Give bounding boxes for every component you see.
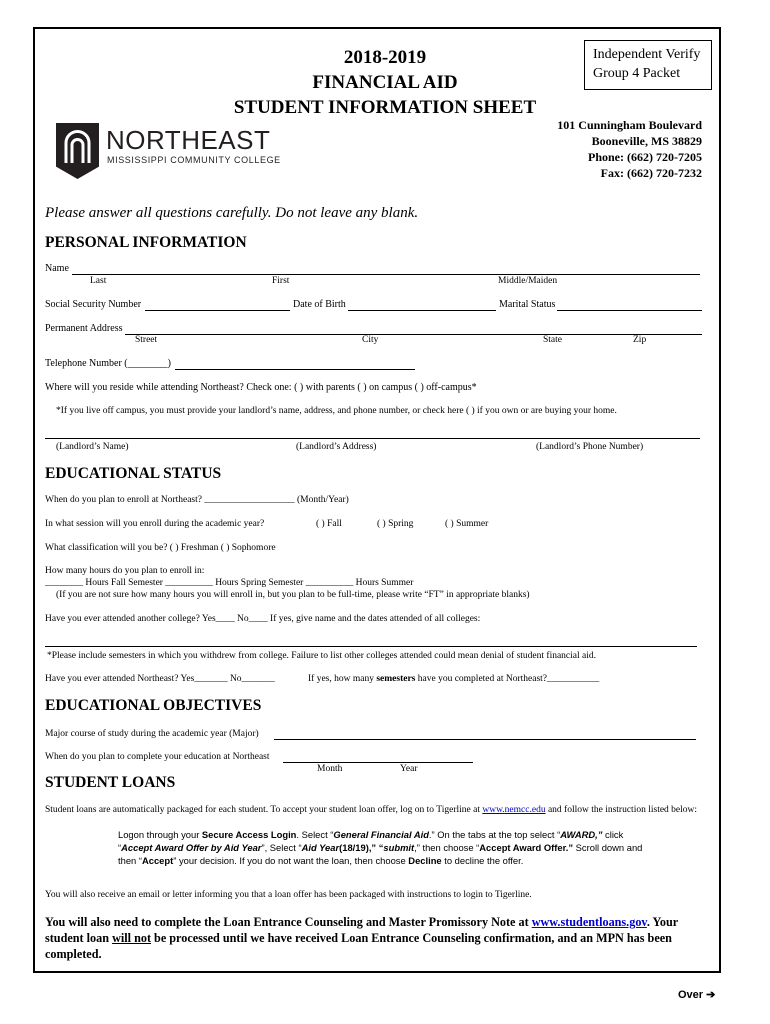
studentloans-link[interactable]: www.studentloans.gov	[531, 915, 647, 929]
withdraw-note: *Please include semesters in which you withdrew from college. Failure to list other colleges attended could mean denial of student financial aid.	[47, 651, 596, 661]
marital-field[interactable]	[557, 298, 702, 311]
title-year: 2018-2019	[343, 47, 427, 68]
phone-field[interactable]	[175, 357, 415, 370]
logo-mark-icon	[56, 123, 99, 179]
name-middle-caption: Middle/Maiden	[498, 276, 558, 286]
enroll-question[interactable]: When do you plan to enroll at Northeast? ___________________ (Month/Year)	[45, 495, 349, 505]
session-summer[interactable]: ( ) Summer	[445, 519, 489, 529]
ssn-field[interactable]	[145, 298, 290, 311]
name-first-caption: First	[272, 276, 290, 286]
name-label: Name	[45, 263, 69, 274]
college-logo	[56, 123, 286, 179]
classification-question[interactable]: What classification will you be? ( ) Freshman ( ) Sophomore	[45, 543, 276, 553]
heading-educational-status: EDUCATIONAL STATUS	[45, 465, 222, 482]
major-field[interactable]	[274, 728, 696, 740]
complete-question: When do you plan to complete your education at Northeast	[45, 752, 270, 762]
zip-caption: Zip	[633, 335, 647, 345]
address-city: Booneville, MS 38829	[591, 134, 702, 148]
major-question: Major course of study during the academic year (Major)	[45, 729, 259, 739]
nemcc-link[interactable]: www.nemcc.edu	[482, 805, 546, 815]
other-college-question[interactable]: Have you ever attended another college? Yes____ No____ If yes, give name and the dates attended of all colleges:	[45, 614, 481, 624]
phone-label: Telephone Number (________)	[45, 358, 171, 369]
instructions: Please answer all questions carefully. Do not leave any blank.	[45, 205, 419, 221]
year-caption: Year	[400, 764, 418, 774]
landlord-field[interactable]	[45, 426, 700, 439]
loan-counseling-note: You will also need to complete the Loan Entrance Counseling and Master Promissory Note at www.studentloans.gov. Your student loan will not be processed until we have received Loan Entrance Counseling confirmation, and an MPN has been completed.	[45, 915, 678, 961]
other-college-field[interactable]	[45, 636, 697, 647]
address-phone: Phone: (662) 720-7205	[588, 150, 702, 164]
complete-field[interactable]	[283, 751, 473, 763]
street-caption: Street	[135, 335, 158, 345]
title-financial-aid: FINANCIAL AID	[312, 72, 458, 93]
landlord-name-caption: (Landlord’s Name)	[56, 442, 129, 452]
title-sheet: STUDENT INFORMATION SHEET	[233, 97, 537, 118]
attended-northeast-question[interactable]: Have you ever attended Northeast? Yes_______ No_______	[45, 674, 275, 684]
semesters-completed-question[interactable]: If yes, how many semesters have you completed at Northeast?___________	[308, 674, 600, 684]
heading-personal: PERSONAL INFORMATION	[45, 234, 247, 251]
over-label: Over ➔	[678, 989, 716, 1001]
hours-question: How many hours do you plan to enroll in:	[45, 566, 205, 576]
hours-line[interactable]: ________ Hours Fall Semester __________ Hours Spring Semester __________ Hours Summer	[45, 578, 414, 588]
logo-subtitle: MISSISSIPPI COMMUNITY COLLEGE	[107, 155, 281, 165]
address-field[interactable]	[125, 322, 702, 335]
logo-name: NORTHEAST	[106, 125, 271, 155]
state-caption: State	[543, 335, 562, 345]
verify-line1: Independent Verify	[593, 47, 701, 62]
landlord-address-caption: (Landlord’s Address)	[296, 442, 377, 452]
college-address	[557, 117, 702, 181]
address-street: 101 Cunningham Boulevard	[557, 118, 702, 132]
name-field[interactable]	[72, 262, 700, 275]
address-label: Permanent Address	[45, 323, 123, 334]
offcampus-note: *If you live off campus, you must provide your landlord’s name, address, and phone number, or check here ( ) if you own or are buying your home.	[56, 406, 617, 416]
city-caption: City	[362, 335, 379, 345]
session-question: In what session will you enroll during the academic year?	[45, 519, 265, 529]
email-note: You will also receive an email or letter informing you that a loan offer has been packaged with instructions to login to Tigerline.	[45, 890, 532, 900]
dob-field[interactable]	[348, 298, 496, 311]
session-spring[interactable]: ( ) Spring	[377, 519, 414, 529]
loan-instructions: Logon through your Secure Access Login. Select “General Financial Aid.” On the tabs at the top select “AWARD,” click “Accept Award Offer by Aid Year”, Select “Aid Year(18/19),” “submit,” then choose “Accept Award Offer.” Scroll down and then “Accept” your decision. If you do not want the loan, then choose Decline to decline the offer.	[118, 829, 643, 866]
hours-note: (If you are not sure how many hours you will enroll in, but you plan to be full-time, please write “FT” in appropriate blanks)	[56, 590, 530, 600]
verify-line2: Group 4 Packet	[593, 66, 681, 81]
reside-question[interactable]: Where will you reside while attending Northeast? Check one: ( ) with parents ( ) on campus ( ) off-campus*	[45, 382, 477, 393]
heading-educational-objectives: EDUCATIONAL OBJECTIVES	[45, 697, 262, 714]
verify-group-box	[584, 40, 712, 90]
address-fax: Fax: (662) 720-7232	[600, 166, 702, 180]
loans-intro: Student loans are automatically packaged for each student. To accept your student loan offer, log on to Tigerline at www.nemcc.edu and follow the instruction listed below:	[45, 805, 698, 815]
landlord-phone-caption: (Landlord’s Phone Number)	[536, 442, 644, 452]
month-caption: Month	[317, 764, 343, 774]
heading-student-loans: STUDENT LOANS	[45, 774, 176, 791]
name-last-caption: Last	[90, 276, 107, 286]
session-fall[interactable]: ( ) Fall	[316, 519, 342, 529]
ssn-label: Social Security Number	[45, 299, 142, 310]
dob-label: Date of Birth	[293, 299, 346, 310]
marital-label: Marital Status	[499, 299, 556, 310]
